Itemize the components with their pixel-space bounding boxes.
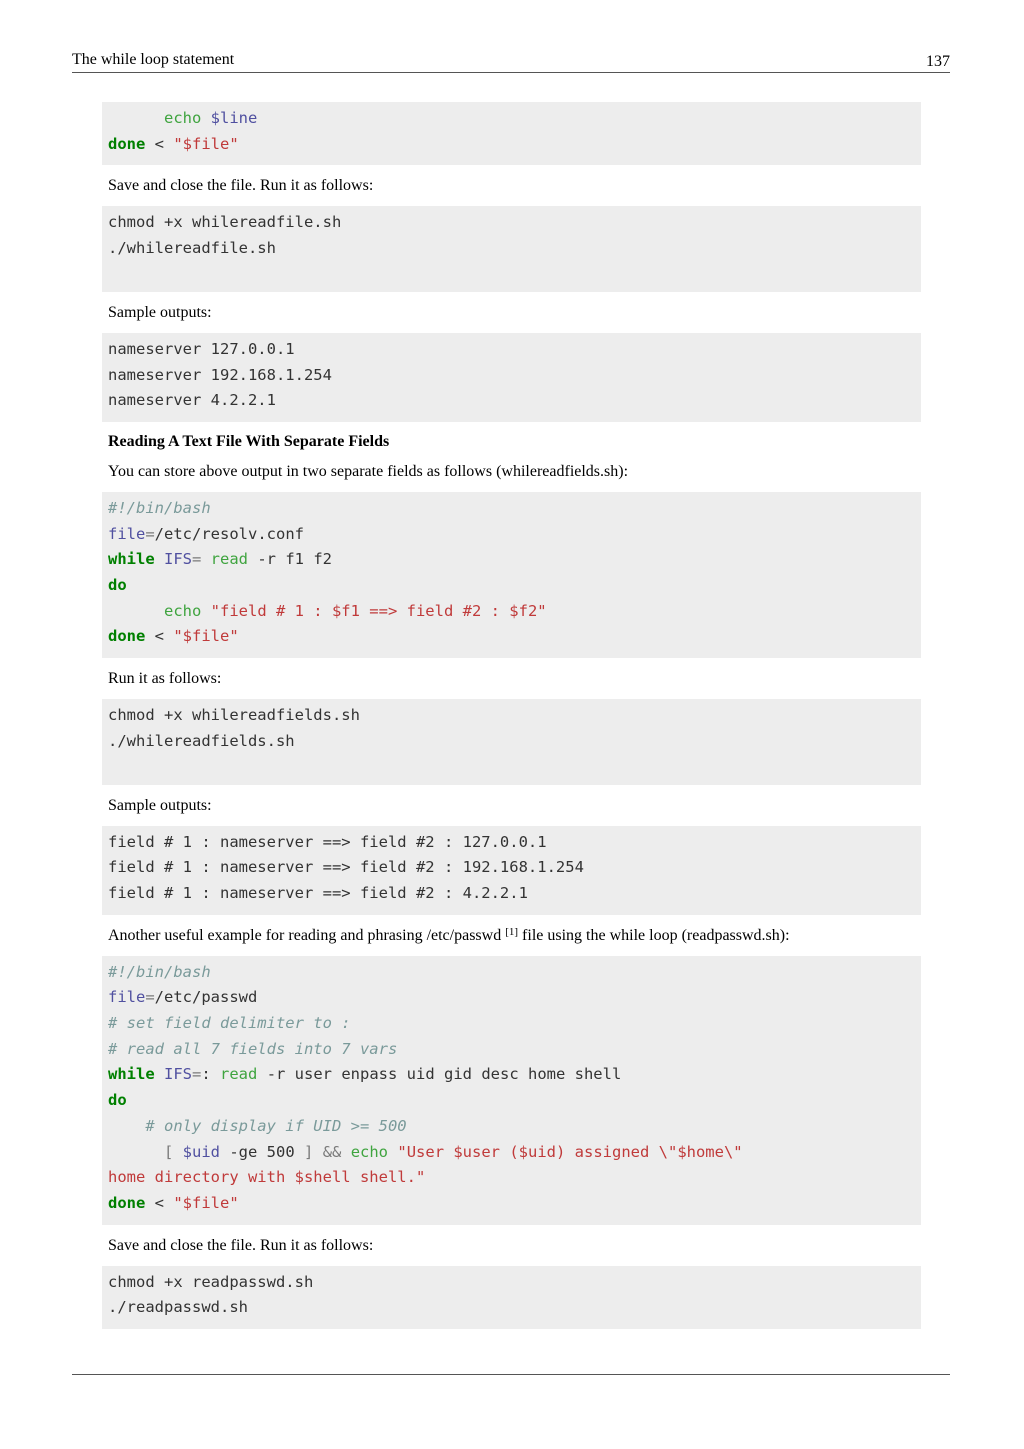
code-block-3: [102, 333, 921, 422]
code-line: while IFS= read -r f1 f2: [108, 550, 333, 569]
code-line: # set field delimiter to :: [108, 1014, 351, 1033]
code-line: chmod +x whilereadfields.sh: [108, 706, 360, 725]
code-block-7: [102, 956, 921, 1225]
code-block-2: [102, 206, 921, 291]
paragraph: Run it as follows:: [108, 670, 222, 688]
code-line: ./readpasswd.sh: [108, 1298, 248, 1317]
code-line: chmod +x whilereadfile.sh: [108, 213, 342, 232]
code-line: chmod +x readpasswd.sh: [108, 1272, 314, 1291]
code-block-5: [102, 699, 921, 784]
code-line: done < "$file": [108, 627, 239, 646]
code-line: ./whilereadfields.sh: [108, 731, 295, 750]
page-number: 137: [926, 53, 950, 70]
paragraph: Sample outputs:: [108, 303, 212, 321]
code-line: file=/etc/passwd: [108, 988, 258, 1007]
chapter-title: The while loop statement: [72, 51, 235, 68]
code-line: echo "field # 1 : $f1 ==> field #2 : $f2": [164, 601, 547, 620]
code-line: file=/etc/resolv.conf: [108, 524, 304, 543]
paragraph: You can store above output in two separate fields as follows (whilereadfields.sh):: [108, 462, 629, 480]
code-line: [ $uid -ge 500 ] && echo "User $user ($uid) assigned \"$home\": [164, 1142, 743, 1161]
code-line: do: [108, 576, 127, 595]
footer-rule: [72, 1374, 950, 1375]
code-line: nameserver 192.168.1.254: [108, 365, 332, 384]
paragraph: Sample outputs:: [108, 796, 212, 814]
code-block-8: [102, 1266, 921, 1329]
code-line: field # 1 : nameserver ==> field #2 : 192.168.1.254: [108, 858, 584, 877]
code-line: while IFS=: read -r user enpass uid gid desc home shell: [108, 1065, 622, 1084]
paragraph: Save and close the file. Run it as follows:: [108, 1236, 374, 1254]
paragraph: Another useful example for reading and phrasing /etc/passwd [1] file using the while loop (readpasswd.sh):: [108, 925, 790, 944]
code-line: #!/bin/bash: [108, 498, 211, 517]
code-line: echo $line: [164, 109, 258, 127]
code-block-6: [102, 826, 921, 915]
code-line: nameserver 4.2.2.1: [108, 391, 276, 410]
code-line: do: [108, 1091, 127, 1110]
code-line: home directory with $shell shell.": [108, 1168, 426, 1187]
page-content: [102, 102, 921, 1329]
code-line: field # 1 : nameserver ==> field #2 : 127.0.0.1: [108, 832, 547, 851]
footnote-ref[interactable]: [1]: [505, 925, 519, 938]
code-line: done < "$file": [108, 134, 239, 153]
code-line: # only display if UID >= 500: [145, 1116, 407, 1135]
code-line: #!/bin/bash: [108, 962, 211, 981]
code-line: done < "$file": [108, 1193, 239, 1212]
code-block-1: [102, 102, 921, 165]
page-header: [72, 50, 950, 73]
code-line: # read all 7 fields into 7 vars: [108, 1039, 398, 1058]
code-line: field # 1 : nameserver ==> field #2 : 4.2.2.1: [108, 883, 528, 902]
code-block-4: [102, 492, 921, 658]
code-line: ./whilereadfile.sh: [108, 239, 276, 258]
code-line: nameserver 127.0.0.1: [108, 339, 295, 358]
paragraph: Save and close the file. Run it as follows:: [108, 177, 374, 195]
section-heading: Reading A Text File With Separate Fields: [108, 432, 390, 450]
